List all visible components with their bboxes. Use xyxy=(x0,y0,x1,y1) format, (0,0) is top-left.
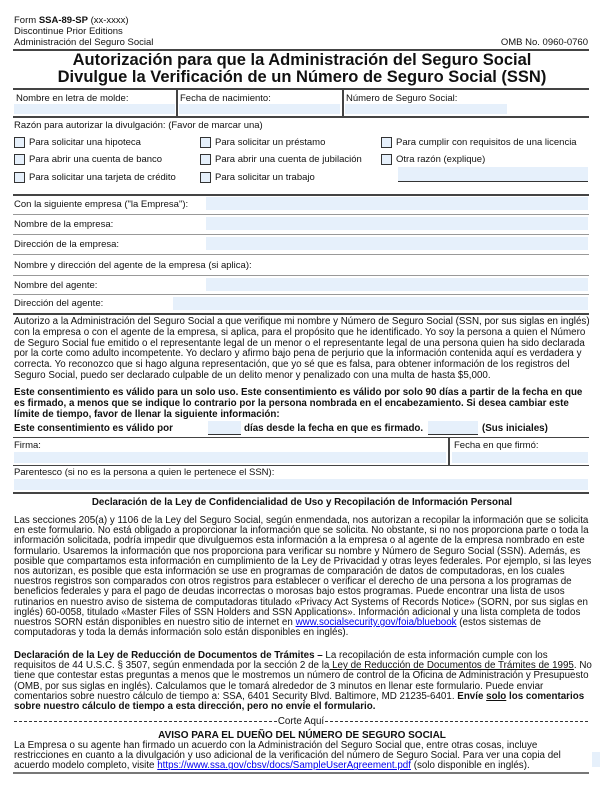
pra-bold-end: los comentarios sobre nuestro cálculo de tiempo a esta dirección, pero no envíe el formulario. xyxy=(14,690,585,713)
pra-body-2: . No tiene que contestar estas preguntas a menos que le mostremos un número de control de la Oficina de Administración y Presupuesto (OMB, por sus siglas en inglés). Calculamos que le tomará alrededor de 3 minutos en llenar este formulario. Puede enviar comentarios sobre nuestro cálculo de tiempo a: SSA, 6401 Security Blvd. Baltimore, MD 21235-6401. xyxy=(14,660,592,702)
dashes xyxy=(14,721,277,722)
divider xyxy=(13,772,589,774)
privacy-body: Las secciones 205(a) y 1106 de la Ley del Seguro Social, según enmendada, nos autorizan a recopilar la información que se solicita en este formulario. No está obligado a proporcionar la información que se solicita. No obstante, si no nos proporciona parte o toda la información solicitada, podría impedir que divulguemos esta información a la empresa o al agente de la empresa nombrado en este formulario. Usaremos la información que nos proporciona para verificar su nombre y Número de Seguro Social (SSN). Además, es posible que compartamos esta información en cumplimiento de la Ley de Privacidad y otras leyes federales. Por ejemplo, si las leyes nos autorizan, es posible que esta información se use en programas de comparación de datos de computadoras, en los cuales nuestros registros son comparados con otros registros para establecer o verificar el derecho de una persona a los programas de beneficios federales y para el pago de deudas incorrectas o morosas bajo estos programas. Puede encontrar una lista de usos rutinarios en nuestro aviso de sistema de computadoras titulado «Privacy Act Systems of Records Notice» (SORN, por sus siglas en inglés) 60-0058, titulado «Master Files of SSN Holders and SSN Applications». Información adicional y una lista completa de todos nuestros SORN están disponibles en nuestro sitio de internet en xyxy=(14,515,592,629)
divider xyxy=(13,313,589,315)
privacy-heading: Declaración de la Ley de Confidencialidad de Uso y Recopilación de Información Personal xyxy=(91,497,513,508)
company-address-input[interactable] xyxy=(206,237,588,250)
authorization-text: Autorizo a la Administración del Seguro Social a que verifique mi nombre y Número de Seguro Social (SSN, por sus siglas en inglés) con la empresa o con el agente de la empresa, si aplica, para el propósito que he identificado. Yo soy la persona a quien el Número de Seguro Social fue emitido o el representante legal de un menor o el representante legal de una persona quien ha sido declarada por la corte como adulto incompetente. Yo declaro y afirmo bajo pena de perjurio que la información contenida aquí es verdadera y correcta. Yo reconozco que si hago alguna representación, que yo sé que es falsa, para obtener información de los registros del Seguro Social, puedo ser declarado culpable de un delito menor y penalizado con una multa de hasta $5,000. xyxy=(14,316,590,381)
form-prefix: Form xyxy=(14,15,37,26)
agent-address-label: Dirección del agente: xyxy=(14,298,104,309)
checkbox-label: Para cumplir con requisitos de una licencia xyxy=(396,137,577,148)
notice-heading: AVISO PARA EL DUEÑO DEL NÚMERO DE SEGURO SOCIAL xyxy=(158,730,446,741)
consent-notice: Este consentimiento es válido para un solo uso. Este consentimiento es válido por solo 90 días a partir de la fecha en que es firmado, a menos que se indique lo contrario por la persona nombrada en el encabezamiento. Si desea cambiar este límite de tiempo, favor de llenar la siguiente información: xyxy=(14,387,583,420)
date-signed-input[interactable] xyxy=(452,452,588,463)
divider xyxy=(13,194,589,196)
divider xyxy=(13,275,589,276)
page-title xyxy=(0,52,604,85)
company-input[interactable] xyxy=(206,197,588,210)
divider xyxy=(13,234,589,235)
cut-line xyxy=(14,716,588,727)
dashes xyxy=(325,721,588,722)
pra-bold-underline: solo xyxy=(486,690,507,702)
name-input[interactable] xyxy=(14,104,175,114)
divider xyxy=(13,254,589,255)
checkbox-label: Para abrir una cuenta de jubilación xyxy=(215,154,362,165)
divider xyxy=(13,492,589,494)
reason-label: Razón para autorizar la divulgación: (Favor de marcar una) xyxy=(14,120,263,131)
checkbox-loan[interactable] xyxy=(200,137,211,148)
divider xyxy=(342,90,344,117)
checkbox-retirement[interactable] xyxy=(200,154,211,165)
pra-body: La recopilación de esta información cumple con los requisitos de 44 U.S.C. § 3507, según enmendada por la sección 2 de la xyxy=(14,650,548,672)
dob-label: Fecha de nacimiento: xyxy=(180,93,271,104)
title-line-1: Autorización para que la Administración del Seguro Social xyxy=(72,51,532,69)
company-name-label: Nombre de la empresa: xyxy=(14,219,114,230)
date-signed-label: Fecha en que firmó: xyxy=(454,440,539,451)
divider xyxy=(13,214,589,215)
ssn-label: Número de Seguro Social: xyxy=(346,93,458,104)
checkbox-label: Para solicitar una hipoteca xyxy=(29,137,141,148)
checkbox-other[interactable] xyxy=(381,154,392,165)
form-header xyxy=(14,15,153,48)
checkbox-bank-account[interactable] xyxy=(14,154,25,165)
cut-label: Corte Aquí xyxy=(277,716,325,727)
checkbox-label: Para solicitar una tarjeta de crédito xyxy=(29,172,176,183)
checkbox-credit-card[interactable] xyxy=(14,172,25,183)
signature-input[interactable] xyxy=(14,452,446,463)
title-line-2: Divulgue la Verificación de un Número de Seguro Social (SSN) xyxy=(57,67,547,86)
agent-name-label: Nombre del agente: xyxy=(14,280,98,291)
hidden-field[interactable] xyxy=(592,752,600,767)
agent-name-input[interactable] xyxy=(206,278,588,291)
divider xyxy=(176,90,178,117)
checkbox-label: Para abrir una cuenta de banco xyxy=(29,154,163,165)
divider xyxy=(13,88,589,90)
notice-text xyxy=(14,741,588,772)
divider xyxy=(13,294,589,295)
pra-text xyxy=(14,651,592,712)
notice-body: La Empresa o su agente han firmado un acuerdo con la Administración del Seguro Social que, entre otras cosas, incluye restricciones en cuanto a la divulgación y uso adicional de la verificación del número de Seguro Social. Para ver una copia del acuerdo modelo completo, visite xyxy=(14,740,561,772)
initials-input[interactable] xyxy=(428,421,478,435)
checkbox-job[interactable] xyxy=(200,172,211,183)
checkbox-label: Otra razón (explique) xyxy=(396,154,486,165)
divider xyxy=(13,465,589,466)
company-intro: Con la siguiente empresa ("la Empresa"): xyxy=(14,199,189,210)
agent-address-input[interactable] xyxy=(173,297,588,310)
divider xyxy=(13,116,589,118)
pra-heading: Declaración de la Ley de Reducción de Documentos de Trámites – xyxy=(14,650,323,661)
divider xyxy=(13,437,589,438)
relationship-label: Parentesco (si no es la persona a quien le pertenece el SSN): xyxy=(14,467,275,478)
relationship-input[interactable] xyxy=(14,479,588,490)
initials-label: (Sus iniciales) xyxy=(482,423,548,434)
agency-name: Administración del Seguro Social xyxy=(14,37,154,48)
company-address-label: Dirección de la empresa: xyxy=(14,239,120,250)
company-name-input[interactable] xyxy=(206,217,588,230)
days-label: días desde la fecha en que es firmado. xyxy=(244,423,424,434)
agent-intro-label: Nombre y dirección del agente de la empresa (si aplica): xyxy=(14,260,252,271)
dob-input[interactable] xyxy=(179,104,340,114)
days-input[interactable] xyxy=(208,421,241,435)
notice-body-end: (solo disponible en inglés). xyxy=(410,760,530,772)
bluebook-link[interactable]: www.socialsecurity.gov/foia/bluebook xyxy=(295,617,457,629)
privacy-body-end: (estos sistemas de computadoras y toda la demás información solo están disponibles en inglés). xyxy=(14,617,541,639)
name-label: Nombre en letra de molde: xyxy=(16,93,129,104)
checkbox-label: Para solicitar un préstamo xyxy=(215,137,326,148)
omb-number: OMB No. 0960-0760 xyxy=(500,37,588,48)
pra-bold: Envíe xyxy=(457,690,487,702)
divider xyxy=(448,438,450,465)
checkbox-license[interactable] xyxy=(381,137,392,148)
signature-label: Firma: xyxy=(14,440,41,451)
form-number: SSA-89-SP xyxy=(38,15,88,26)
checkbox-mortgage[interactable] xyxy=(14,137,25,148)
checkbox-label: Para solicitar un trabajo xyxy=(215,172,315,183)
other-reason-input[interactable] xyxy=(398,167,588,182)
consent-valid-label: Este consentimiento es válido por xyxy=(14,423,173,434)
ssn-input[interactable] xyxy=(345,104,507,114)
agreement-link[interactable]: https://www.ssa.gov/cbsv/docs/SampleUserAgreement.pdf xyxy=(157,760,411,772)
editions-note: Discontinue Prior Editions xyxy=(14,26,123,37)
privacy-text xyxy=(14,516,592,638)
pra-law: Ley de Reducción de Documentos de Trámites de 1995 xyxy=(329,660,574,672)
form-date: (xx-xxxx) xyxy=(90,15,129,26)
